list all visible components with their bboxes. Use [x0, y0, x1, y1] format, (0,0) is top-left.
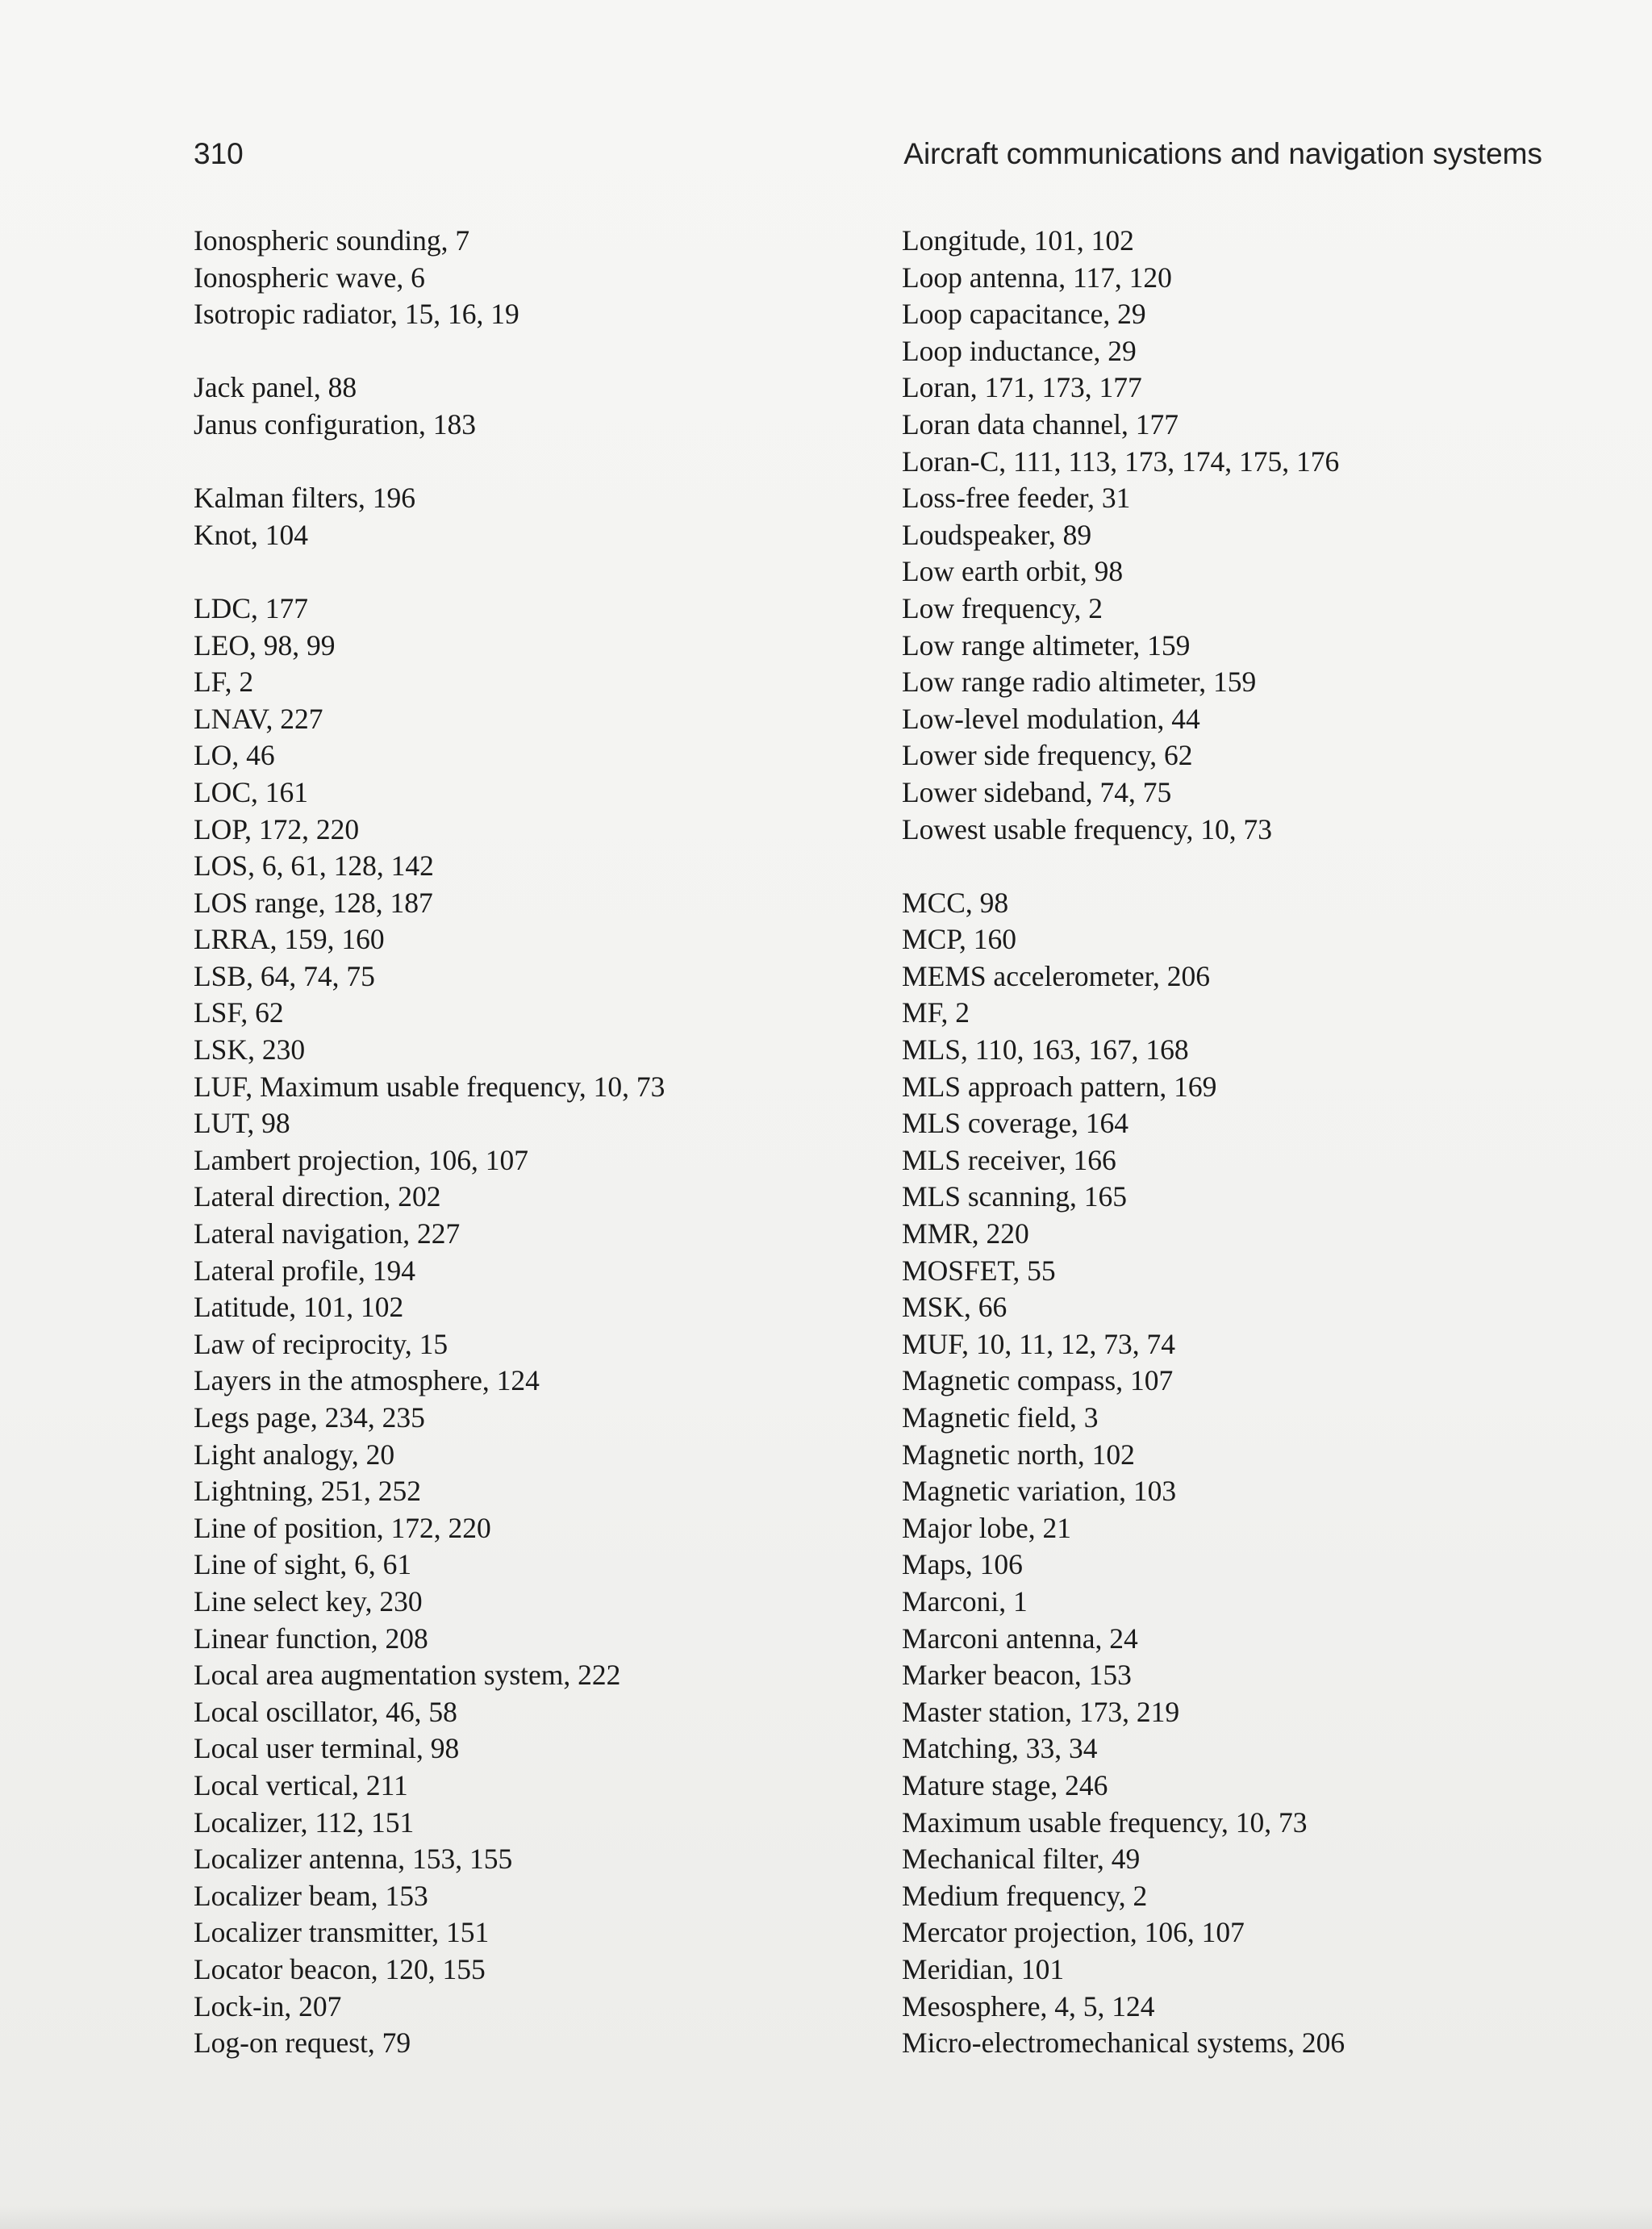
index-entry: MMR, 220 [902, 1217, 1029, 1250]
index-entry: Marconi, 1 [902, 1584, 1028, 1617]
index-group-gap [194, 553, 903, 591]
index-entry: LO, 46 [194, 739, 275, 772]
index-entry: Latitude, 101, 102 [194, 1291, 404, 1324]
index-entry: Lowest usable frequency, 10, 73 [902, 812, 1273, 845]
index-entry: MLS scanning, 165 [902, 1180, 1128, 1213]
index-entry: Mechanical filter, 49 [902, 1843, 1141, 1876]
index-entry: LUT, 98 [194, 1107, 290, 1140]
index-entry: Lateral navigation, 227 [194, 1217, 461, 1250]
index-entry: LRRA, 159, 160 [194, 923, 385, 956]
index-entry: Low range radio altimeter, 159 [902, 666, 1257, 699]
index-entry: Kalman filters, 196 [194, 482, 416, 515]
index-entry: MLS coverage, 164 [902, 1107, 1128, 1140]
index-entry: MSK, 66 [902, 1291, 1007, 1324]
index-entry: LSK, 230 [194, 1033, 306, 1066]
index-entry: Line select key, 230 [194, 1584, 423, 1617]
index-entry: Localizer antenna, 153, 155 [194, 1843, 513, 1876]
index-entry: Line of position, 172, 220 [194, 1511, 491, 1544]
running-title: Aircraft communications and navigation systems [903, 137, 1542, 170]
index-entry: Mature stage, 246 [902, 1768, 1108, 1801]
index-entry: Master station, 173, 219 [902, 1695, 1180, 1728]
index-entry: Low frequency, 2 [902, 591, 1103, 624]
index-entry: Magnetic compass, 107 [902, 1364, 1174, 1397]
index-entry: Local area augmentation system, 222 [194, 1659, 621, 1692]
index-entry: LF, 2 [194, 666, 254, 699]
index-entry: Medium frequency, 2 [902, 1879, 1148, 1912]
index-entry: MLS receiver, 166 [902, 1143, 1116, 1176]
index-entry: LEO, 98, 99 [194, 628, 336, 662]
index-entry: LNAV, 227 [194, 702, 323, 735]
index-entry: Lateral profile, 194 [194, 1254, 416, 1287]
index-entry: Loran data channel, 177 [902, 407, 1179, 440]
index-entry: Locator beacon, 120, 155 [194, 1952, 486, 1985]
index-entry: Lock-in, 207 [194, 1989, 342, 2022]
index-entry: Ionospheric wave, 6 [194, 261, 425, 294]
index-entry: Loop capacitance, 29 [902, 298, 1146, 331]
index-entry: Meridian, 101 [902, 1952, 1065, 1985]
index-entry: Lambert projection, 106, 107 [194, 1143, 529, 1176]
index-entry: MEMS accelerometer, 206 [902, 959, 1211, 992]
index-entry: Lateral direction, 202 [194, 1180, 441, 1213]
index-entry: Isotropic radiator, 15, 16, 19 [194, 298, 519, 331]
index-entry: Marker beacon, 153 [902, 1659, 1132, 1692]
index-entry: Loudspeaker, 89 [902, 518, 1092, 551]
index-entry: MUF, 10, 11, 12, 73, 74 [902, 1327, 1176, 1360]
index-entry: Lower side frequency, 62 [902, 739, 1193, 772]
page-header [194, 137, 1542, 177]
index-entry: Localizer beam, 153 [194, 1879, 428, 1912]
index-entry: MOSFET, 55 [902, 1254, 1056, 1287]
page-number: 310 [194, 137, 244, 170]
index-entry: Magnetic variation, 103 [902, 1475, 1177, 1508]
index-group-gap [194, 333, 903, 370]
index-entry: Micro-electromechanical systems, 206 [902, 2027, 1345, 2060]
index-entry: Maximum usable frequency, 10, 73 [902, 1805, 1308, 1839]
index-entry: Log-on request, 79 [194, 2027, 411, 2060]
index-entry: LSB, 64, 74, 75 [194, 959, 375, 992]
index-entry: Magnetic north, 102 [902, 1438, 1135, 1471]
index-entry: Legs page, 234, 235 [194, 1401, 425, 1434]
index-entry: MCC, 98 [902, 886, 1009, 919]
index-entry: Marconi antenna, 24 [902, 1622, 1138, 1655]
index-entry: Loop antenna, 117, 120 [902, 261, 1172, 294]
index-entry: LOS, 6, 61, 128, 142 [194, 849, 434, 883]
index-entry: Loran-C, 111, 113, 173, 174, 175, 176 [902, 445, 1340, 478]
index-entry: LUF, Maximum usable frequency, 10, 73 [194, 1070, 665, 1103]
index-entry: MLS approach pattern, 169 [902, 1070, 1217, 1103]
index-entry: Low-level modulation, 44 [902, 702, 1200, 735]
index-entry: Lightning, 251, 252 [194, 1475, 422, 1508]
index-entry: Localizer, 112, 151 [194, 1805, 415, 1839]
index-entry: Lower sideband, 74, 75 [902, 775, 1172, 808]
index-entry: Localizer transmitter, 151 [194, 1916, 490, 1949]
index-entry: Light analogy, 20 [194, 1438, 395, 1471]
index-entry: Local oscillator, 46, 58 [194, 1695, 457, 1728]
index-entry: Low earth orbit, 98 [902, 555, 1124, 588]
index-entry: LDC, 177 [194, 591, 308, 624]
index-entry: LOS range, 128, 187 [194, 886, 433, 919]
index-entry: Law of reciprocity, 15 [194, 1327, 448, 1360]
index-entry: Mercator projection, 106, 107 [902, 1916, 1245, 1949]
index-entry: Mesosphere, 4, 5, 124 [902, 1989, 1155, 2022]
index-entry: Maps, 106 [902, 1548, 1023, 1581]
index-entry: MF, 2 [902, 996, 970, 1029]
scan-shadow [0, 2205, 1652, 2229]
index-entry: LOP, 172, 220 [194, 812, 360, 845]
index-entry: Knot, 104 [194, 518, 308, 551]
index-entry: Line of sight, 6, 61 [194, 1548, 412, 1581]
index-entry: Jack panel, 88 [194, 371, 357, 404]
index-group-gap [902, 848, 1612, 885]
index-entry: Layers in the atmosphere, 124 [194, 1364, 540, 1397]
index-entry: Major lobe, 21 [902, 1511, 1072, 1544]
index-entry: Ionospheric sounding, 7 [194, 224, 470, 257]
index-entry: Longitude, 101, 102 [902, 224, 1134, 257]
index-column-right [902, 223, 1612, 2062]
index-entry: LOC, 161 [194, 775, 308, 808]
index-entry: Loran, 171, 173, 177 [902, 371, 1142, 404]
index-column-left [194, 223, 903, 2062]
index-entry: Local vertical, 211 [194, 1768, 408, 1801]
index-entry: MLS, 110, 163, 167, 168 [902, 1033, 1189, 1066]
index-entry: Janus configuration, 183 [194, 407, 477, 440]
index-entry: MCP, 160 [902, 923, 1017, 956]
index-entry: Local user terminal, 98 [194, 1732, 460, 1765]
index-entry: Low range altimeter, 159 [902, 628, 1191, 662]
index-entry: Matching, 33, 34 [902, 1732, 1098, 1765]
index-entry: Linear function, 208 [194, 1622, 428, 1655]
index-entry: Magnetic field, 3 [902, 1401, 1099, 1434]
index-entry: LSF, 62 [194, 996, 284, 1029]
index-entry: Loop inductance, 29 [902, 334, 1137, 367]
index-group-gap [194, 444, 903, 481]
index-entry: Loss-free feeder, 31 [902, 482, 1131, 515]
